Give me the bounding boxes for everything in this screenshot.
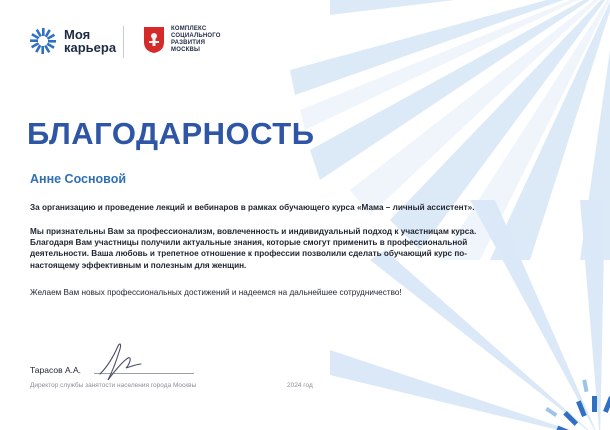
paragraph-gratitude: Мы признательны Вам за профессионализм, вовлеченность и индивидуальный подход к участницам курса. Благодаря Вам участницы получили актуальные знания, которые смогут применить в профессиональной деятельности. Ваша любовь и трепетное отношение к профессии позволили сделать обучающий курс по-настоящему эффективным и полезным для женщин.	[30, 227, 477, 270]
moscow-social-complex-logo	[143, 26, 221, 54]
paragraph-wishes: Желаем Вам новых профессиональных достижений и надеемся на дальнейшее сотрудничество!	[30, 288, 402, 297]
signatory-role: Директор службы занятости населения города Москвы	[30, 382, 197, 389]
career-logo-text: Моя карьера	[64, 27, 117, 55]
document-year: 2024 год	[287, 382, 313, 389]
moscow-crest-icon	[143, 26, 165, 54]
sunburst-logo-icon	[28, 26, 58, 56]
moscow-logo-text: КОМПЛЕКС СОЦИАЛЬНОГО РАЗВИТИЯ МОСКВЫ	[171, 26, 221, 53]
recipient-name: Анне Сосновой	[30, 172, 127, 186]
logo-divider	[123, 26, 124, 58]
handwritten-signature	[92, 338, 142, 384]
document-title: БЛАГОДАРНОСТЬ	[27, 116, 315, 151]
moya-karera-logo	[28, 26, 116, 56]
paragraph-reason: За организацию и проведение лекций и вебинаров в рамках обучающего курса «Мама – личный ассистент».	[30, 203, 475, 212]
signatory-name: Тарасов А.А.	[30, 365, 82, 375]
